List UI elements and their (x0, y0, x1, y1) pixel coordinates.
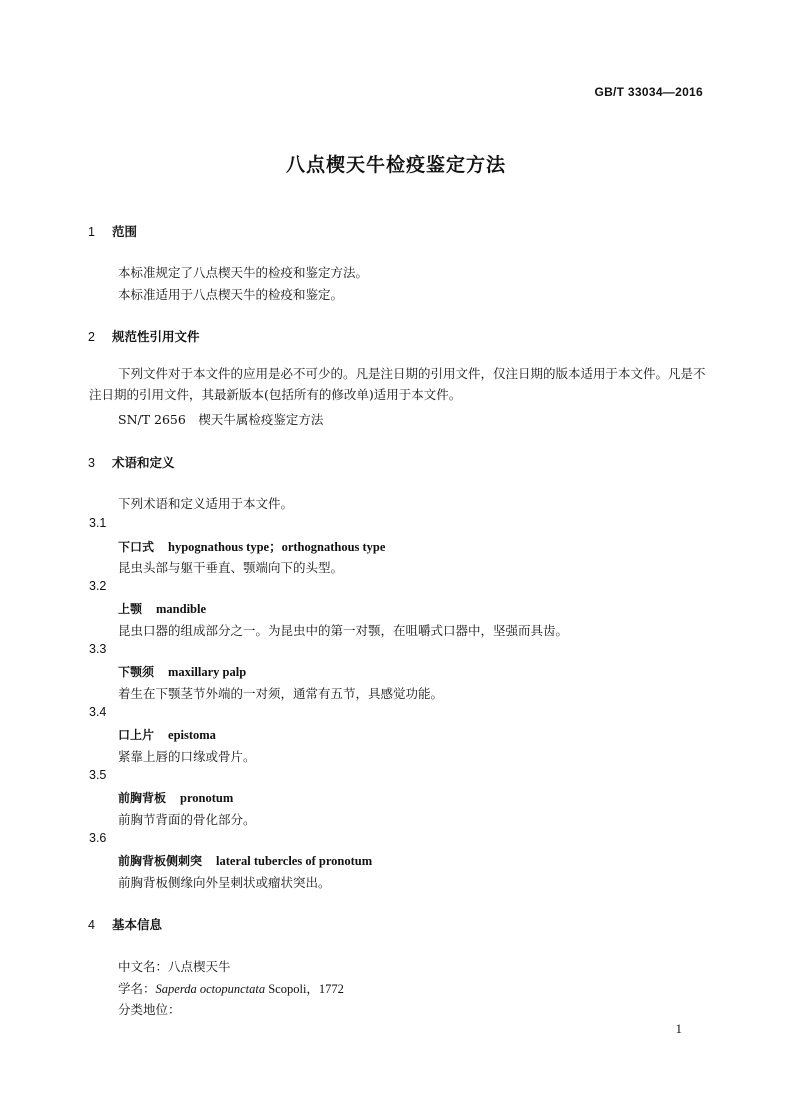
term-heading (118, 600, 206, 617)
term-number: 3.2 (89, 579, 107, 593)
term-definition: 前胸背板侧缘向外呈刺状或瘤状突出。 (118, 875, 331, 890)
scientific-name-value: Saperda octopunctata (155, 982, 266, 996)
term-zh: 前胸背板侧刺突 (118, 854, 203, 868)
term-number: 3.3 (89, 642, 107, 656)
section-2-heading (88, 327, 200, 345)
section-title: 范围 (112, 224, 138, 239)
section-number: 4 (88, 918, 95, 932)
section-1-heading (88, 222, 137, 240)
term-en: hypognathous type；orthognathous type (168, 540, 386, 554)
term-zh: 下颚须 (118, 665, 155, 679)
term-definition: 前胸节背面的骨化部分。 (118, 812, 256, 827)
term-heading (118, 852, 372, 869)
term-heading (118, 726, 216, 743)
term-definition: 昆虫头部与躯干垂直、颚端向下的头型。 (118, 560, 344, 575)
term-en: lateral tubercles of pronotum (216, 854, 373, 868)
term-definition: 昆虫口器的组成部分之一。为昆虫中的第一对颚，在咀嚼式口器中，坚强而具齿。 (118, 623, 569, 638)
term-en: maxillary palp (168, 665, 247, 679)
section-title: 术语和定义 (112, 455, 175, 470)
term-number: 3.6 (89, 831, 107, 845)
term-en: mandible (156, 602, 207, 616)
chinese-name-value: 八点楔天牛 (168, 959, 231, 974)
section-4-heading (88, 915, 162, 933)
section-title: 基本信息 (112, 917, 163, 932)
taxonomic-position-label: 分类地位： (118, 1002, 181, 1017)
section-number: 1 (88, 225, 95, 239)
section-number: 3 (88, 456, 95, 470)
section-title: 规范性引用文件 (112, 329, 200, 344)
term-en: pronotum (180, 791, 234, 805)
scientific-name-label: 学名： (118, 981, 156, 996)
term-definition: 紧靠上唇的口缘或骨片。 (118, 749, 256, 764)
section-number: 2 (88, 330, 95, 344)
chinese-name-label: 中文名： (118, 959, 169, 974)
chinese-name-line (118, 957, 231, 975)
page-number: 1 (675, 1021, 682, 1036)
term-number: 3.4 (89, 705, 107, 719)
scientific-name-author: Scopoli，1772 (265, 982, 344, 996)
term-zh: 口上片 (118, 728, 155, 742)
term-heading (118, 789, 233, 806)
normative-refs-paragraph: 下列文件对于本文件的应用是必不可少的。凡是注日期的引用文件，仅注日期的版本适用于本文件。凡是不注日期的引用文件，其最新版本(包括所有的修改单)适用于本文件。 (89, 366, 706, 402)
term-en: epistoma (168, 728, 216, 742)
scope-paragraph-2: 本标准适用于八点楔天牛的检疫和鉴定。 (118, 287, 344, 302)
section-3-heading (88, 453, 175, 471)
term-zh: 下口式 (118, 540, 155, 554)
term-definition: 着生在下颚茎节外端的一对须，通常有五节，具感觉功能。 (118, 686, 444, 701)
scientific-name-line (118, 979, 344, 997)
term-zh: 前胸背板 (118, 791, 167, 805)
term-number: 3.5 (89, 768, 107, 782)
term-number: 3.1 (89, 516, 107, 530)
term-heading (118, 663, 246, 680)
document-title: 八点楔天牛检疫鉴定方法 (285, 154, 506, 176)
standard-number: GB/T 33034—2016 (594, 85, 703, 99)
term-heading (118, 537, 385, 555)
normative-reference-item: SN/T 2656 楔天牛属检疫鉴定方法 (118, 412, 324, 427)
terms-intro: 下列术语和定义适用于本文件。 (118, 496, 294, 511)
scope-paragraph-1: 本标准规定了八点楔天牛的检疫和鉴定方法。 (118, 265, 369, 280)
term-zh: 上颚 (118, 602, 143, 616)
